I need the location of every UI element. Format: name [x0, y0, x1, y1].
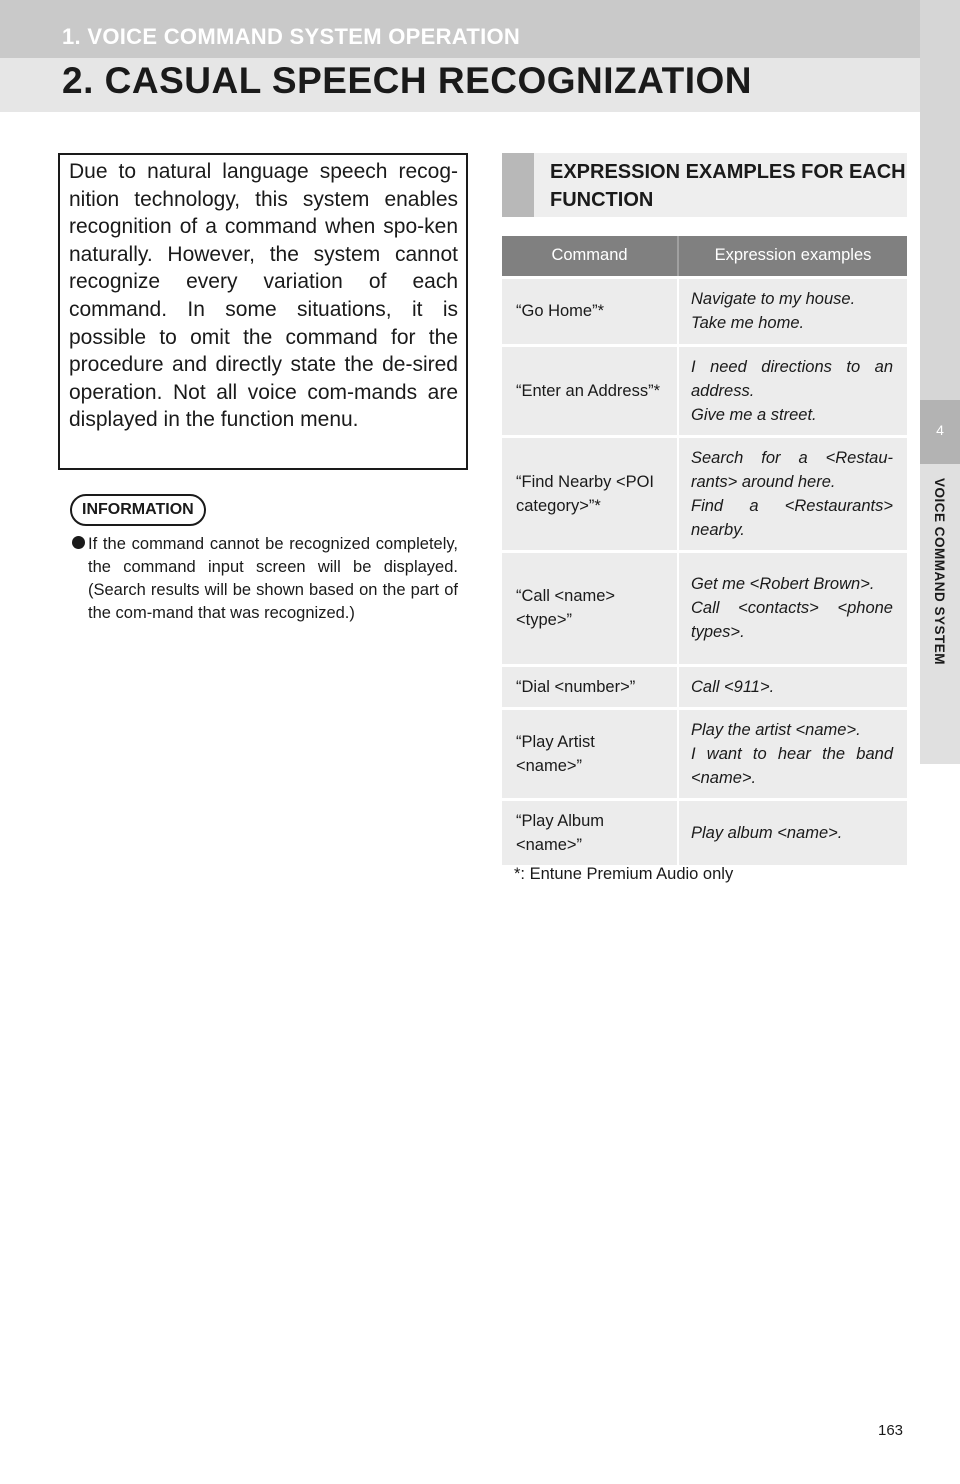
footnote: *: Entune Premium Audio only: [514, 865, 734, 883]
expression-examples-heading: EXPRESSION EXAMPLES FOR EACH FUNCTION: [550, 161, 906, 211]
examples-cell: [678, 436, 907, 551]
side-tab-top: [920, 0, 960, 400]
examples-cell: [678, 345, 907, 436]
information-label: INFORMATION: [70, 494, 206, 526]
examples-cell: [678, 277, 907, 345]
intro-box: [58, 153, 468, 470]
table-row: [502, 277, 907, 345]
example-line: I want to hear the band <name>.: [691, 744, 893, 787]
header-accent-bar: [502, 153, 534, 217]
examples-cell: [678, 708, 907, 799]
column-header-examples: Expression examples: [678, 236, 907, 277]
expression-examples-header: [502, 153, 907, 217]
examples-cell: [678, 665, 907, 708]
example-line: Play the artist <name>.: [691, 720, 861, 739]
example-line: Get me <Robert Brown>.: [691, 575, 875, 593]
example-line: Give me a street.: [691, 405, 817, 424]
command-cell: “Call <name> <type>”: [502, 551, 678, 665]
command-cell: “Go Home”*: [502, 277, 678, 345]
command-cell: “Enter an Address”*: [502, 345, 678, 436]
example-line: Navigate to my house.: [691, 290, 856, 308]
example-line: Search for a <Restau-rants> around here.: [691, 448, 893, 491]
command-cell: “Play Album <name>”: [502, 799, 678, 865]
table-row: [502, 708, 907, 799]
section-title: 1. VOICE COMMAND SYSTEM OPERATION: [62, 24, 521, 49]
command-cell: “Find Nearby <POI category>”*: [502, 436, 678, 551]
table-row: [502, 799, 907, 865]
table-row: [502, 665, 907, 708]
example-line: Call <911>.: [691, 677, 775, 696]
information-text: If the command cannot be recognized completely, the command input screen will be displayed. (Search results will be shown based on the part of the com-mand that was recognized.): [88, 535, 458, 622]
example-line: Call <contacts> <phone types>.: [691, 599, 893, 641]
command-cell: “Dial <number>”: [502, 665, 678, 708]
examples-cell: [678, 799, 907, 865]
expression-table: [502, 236, 907, 865]
intro-text: Due to natural language speech recog-nition technology, this system enables recognition of a command when spo-ken naturally. However, the system cannot recognize every variation of each command. In some situations, it is possible to omit the command for the procedure and directly state the de-sired operation. Not all voice com-mands are displayed in the function menu.: [69, 160, 458, 432]
chapter-name: VOICE COMMAND SYSTEM: [932, 478, 947, 666]
table-row: [502, 551, 907, 665]
example-line: Take me home.: [691, 314, 805, 332]
column-header-command: Command: [502, 236, 678, 277]
table-row: [502, 345, 907, 436]
example-line: I need directions to an address.: [691, 357, 893, 400]
table-row: [502, 436, 907, 551]
table-header-row: [502, 236, 907, 277]
chapter-number: 4: [936, 422, 944, 438]
bullet-icon: [72, 536, 85, 549]
page-title: 2. CASUAL SPEECH RECOGNIZATION: [62, 60, 752, 101]
page-number: 163: [878, 1422, 904, 1439]
information-item: [72, 533, 458, 625]
example-line: Find a <Restaurants> nearby.: [691, 496, 893, 539]
examples-cell: [678, 551, 907, 665]
example-line: Play album <name>.: [691, 823, 843, 842]
command-cell: “Play Artist <name>”: [502, 708, 678, 799]
